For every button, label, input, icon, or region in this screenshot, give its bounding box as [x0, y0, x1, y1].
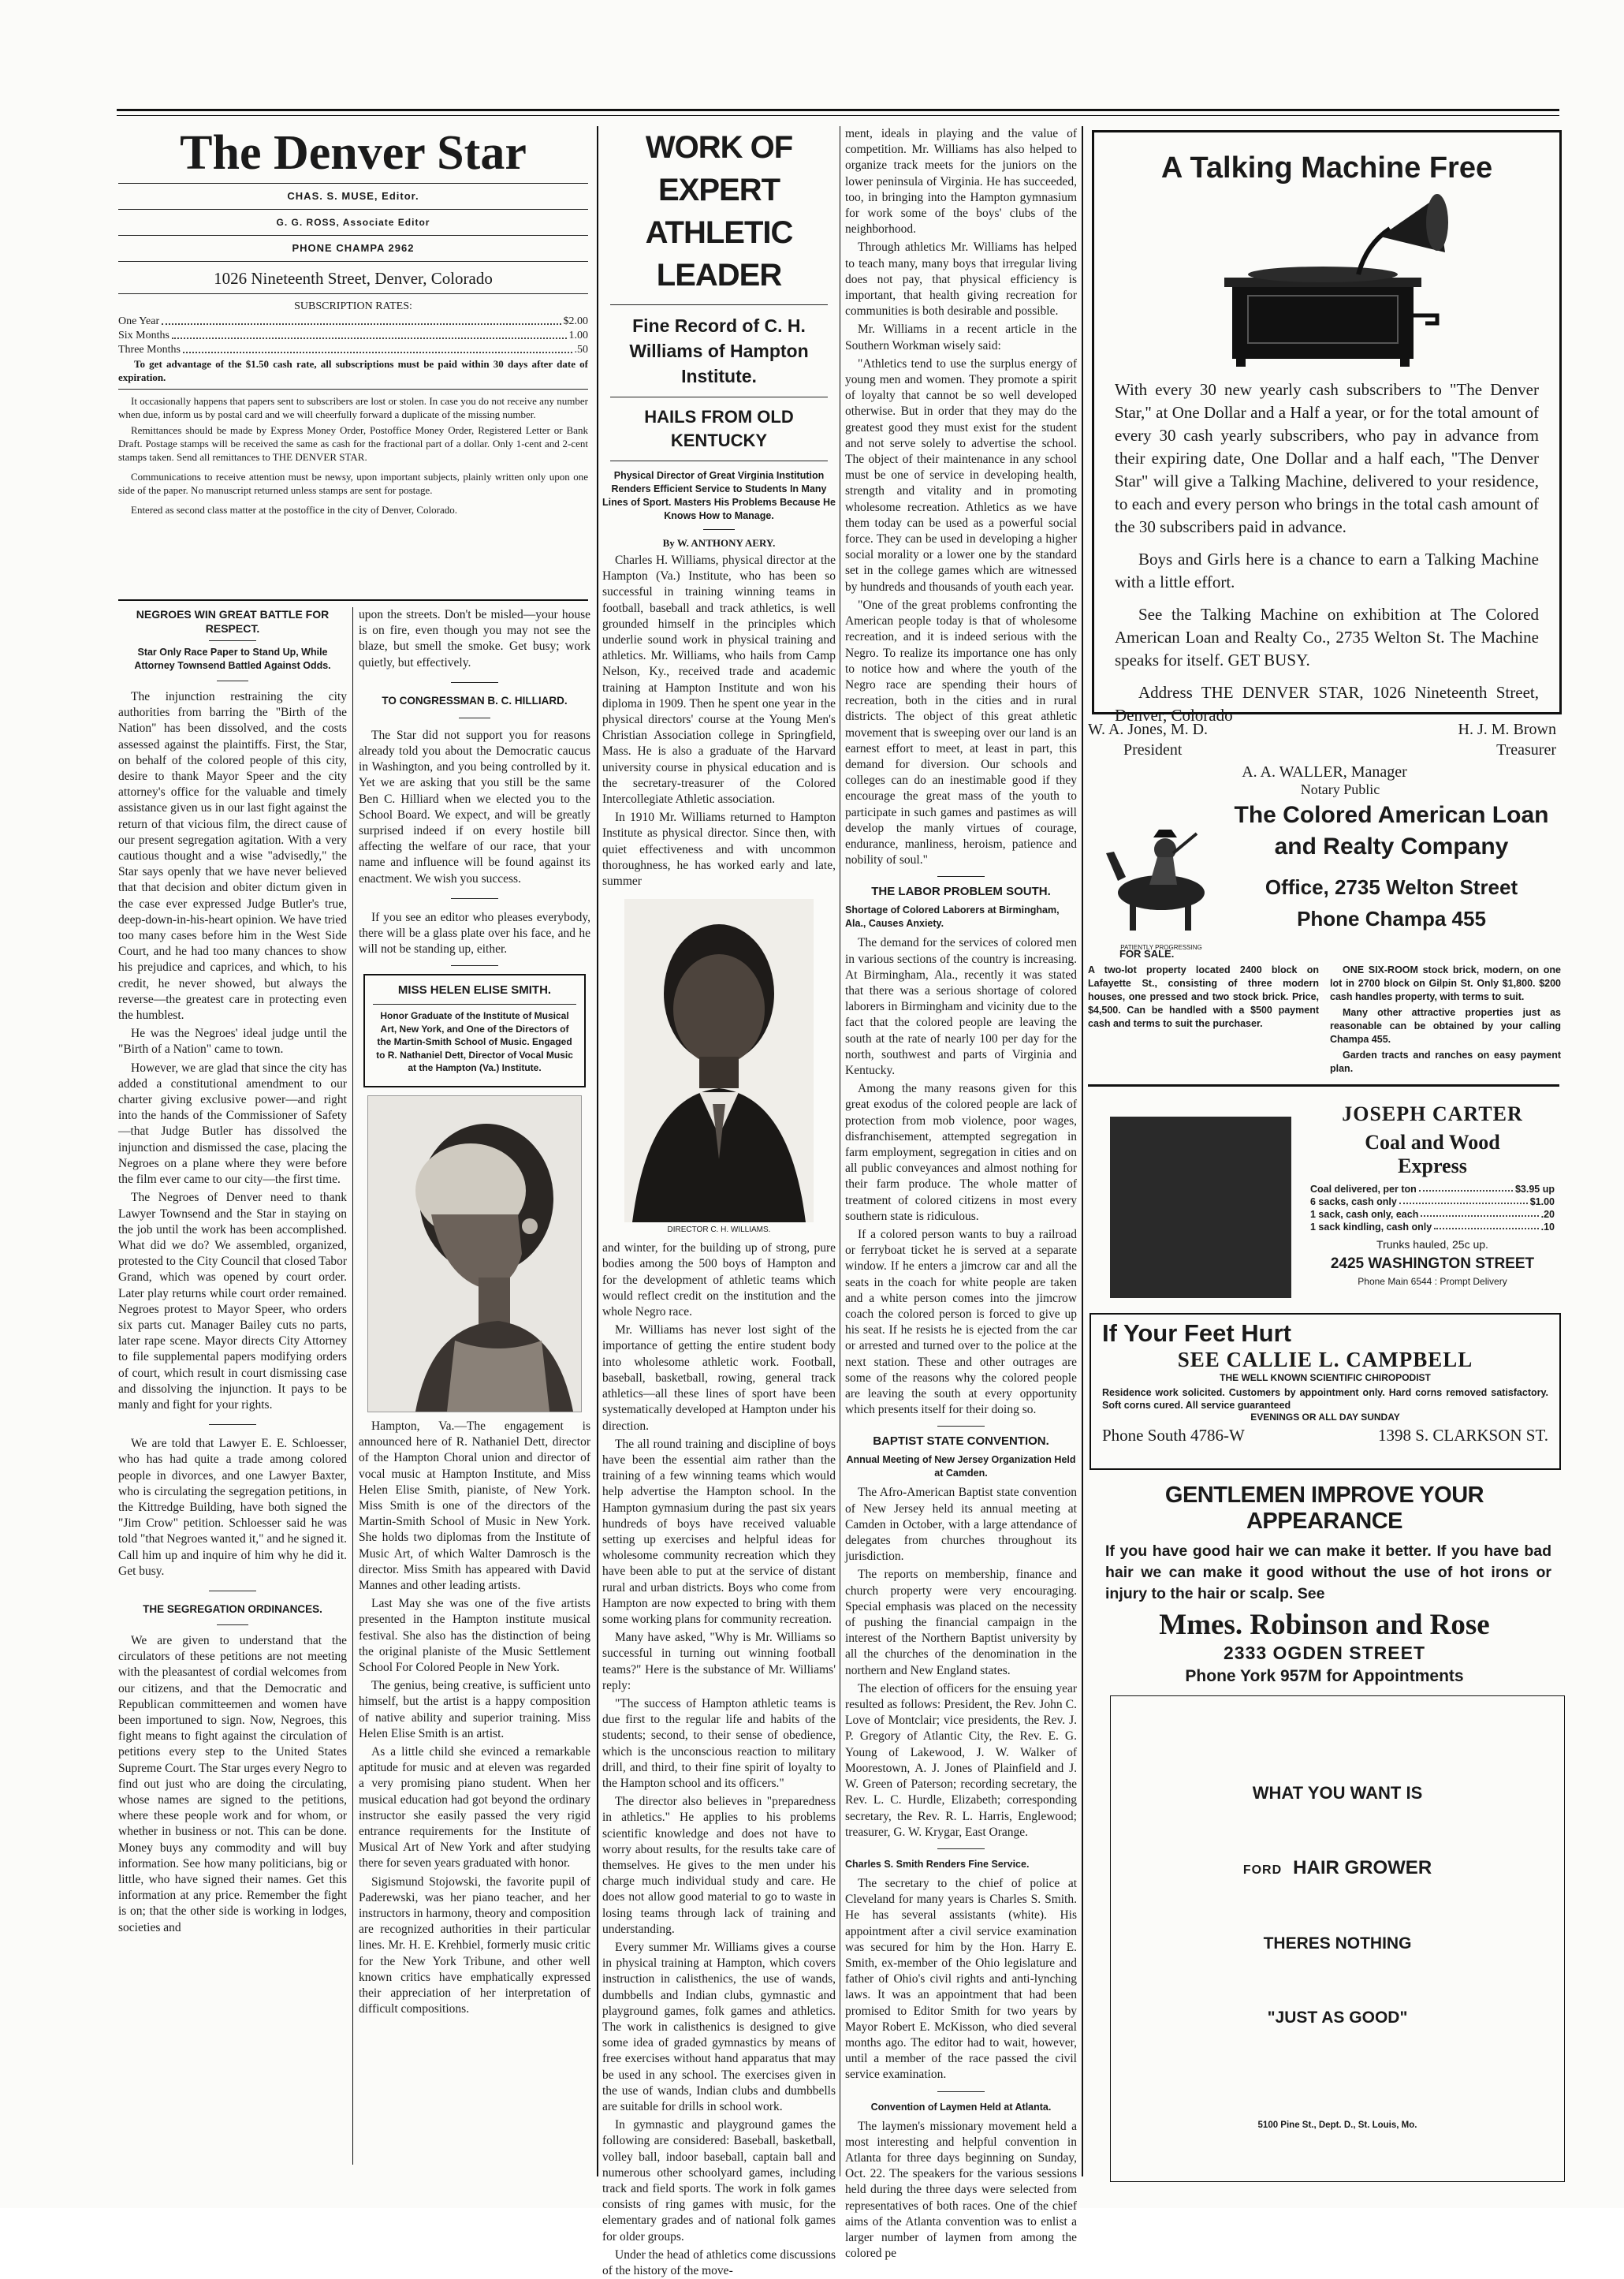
notice-remittances: Remittances should be made by Express Money Order, Postoffice Money Order, Registered Letter or Bank Draft. Postage stamps will be received the same as cash for the fractional part of a dollar. Only 1-cent and 2-cent stamps taken. Send all remittances to THE DENVER STAR. [118, 424, 588, 463]
rate-row: One Year $2.00 [118, 315, 588, 327]
article-subhead: Charles S. Smith Renders Fine Service. [845, 1858, 1030, 1870]
article-headline: WORK OF EXPERT ATHLETIC LEADER [645, 130, 793, 293]
ad-body: See the Talking Machine on exhibition at The Colored American Loan and Realty Co., 2735 Welton St. The Machine speaks for itself. GET BUSY. [1115, 605, 1539, 670]
rates-list [118, 315, 588, 357]
carter-trunks: Trunks hauled, 25c up. [1376, 1238, 1488, 1251]
rates-note: To get advantage of the $1.50 cash rate, all subscriptions must be paid within 30 days after date of expiration. [118, 358, 588, 383]
hair-phone: Phone York 957M for Appointments [1185, 1667, 1464, 1685]
article-paragraph: The injunction restraining the city authorities from barring the "Birth of the Nation" has been dissolved, and the costs assessed against the plaintiffs. First, the Star, on behalf of the colored people of this city, desire to thank Mayor Speer and the city attorney's office for the valuable and timely assistance given us in our last fight against the return of that vicious film, the direct cause of our present segregation agitation. With a very cautious thought and a wise "advisedly," the Star says openly that we have never believed that that decision and obiter dictum given in the case ever expressed Judge Butler's true, deep-down-in-his-heart opinion. We have tried too many cases before him in the West Side Court, and he had too many chances to show his prejudice and caprices, and which, to his credit, he never showed, but always the reverse—the greatest care in protecting even the humblest. [118, 690, 347, 1023]
carter-line2: Express [1398, 1154, 1467, 1177]
chiropodist-phone: Phone South 4786-W [1102, 1426, 1245, 1445]
grower-brand: FORD [1242, 1863, 1283, 1877]
portrait-drawing [368, 1096, 581, 1412]
ad-body: Boys and Girls here is a chance to earn a Talking Machine with a little effort. [1115, 550, 1539, 591]
top-rule-thin [117, 115, 1559, 116]
article-paragraph: If you see an editor who pleases everybody, there will be a glass plate over his face, and he will not be standing up, either. [359, 910, 590, 957]
carter-photo [1110, 1117, 1291, 1298]
hair-salon-name: Mmes. Robinson and Rose [1159, 1609, 1490, 1641]
article-headline: BAPTIST STATE CONVENTION. [873, 1434, 1049, 1449]
price-row: 1 sack kindling, cash only .10 [1310, 1222, 1555, 1233]
for-sale-label: FOR SALE. [1119, 948, 1175, 960]
column-divider [352, 607, 353, 2165]
article-paragraph: In 1910 Mr. Williams returned to Hampton Institute as physical director. Since then, with quiet effectiveness and with uncommon thoroughness, he has worked early and late, summer [602, 811, 836, 889]
article-subhead: Annual Meeting of New Jersey Organization Held at Camden. [846, 1454, 1076, 1479]
article-paragraph: ment, ideals in playing and the value of competition. Mr. Williams has also helped to organize track meets for the juniors on the lower peninsula of Virginia. He has succeeded, too, in bringing into the Hampton gymnasium for work some of the boys' clubs of the neighborhood. [845, 127, 1077, 237]
feet-title: If Your Feet Hurt [1102, 1319, 1291, 1347]
hair-title: GENTLEMEN IMPROVE YOUR APPEARANCE [1164, 1483, 1484, 1534]
article-paragraph: The reports on membership, finance and church property were very encouraging. Special emphasis was placed on the necessity of pushing the financial campaign in the interest of the Northern Baptist university by all the churches of the denomination in the northern and New England states. [845, 1568, 1077, 1677]
treasurer-name: H. J. M. Brown [1458, 721, 1556, 738]
manager-line: A. A. WALLER, Manager [1242, 763, 1407, 781]
mule-rider-illustration [1102, 806, 1220, 951]
feature-headline: MISS HELEN ELISE SMITH. [397, 983, 552, 998]
masthead-bottom-rule [118, 599, 588, 601]
associate-editor-line: G. G. ROSS, Associate Editor [276, 217, 430, 228]
article-paragraph: The Negroes of Denver need to thank Lawyer Townsend and the Star in staying on the job until the work has been accomplished. What did we do? We assembled, organized, protested to the City Council that closed Tabor Grand, which was opened by court order. Later play returns while court order remained. Negroes protest to Mayor Speer, who orders six parts cut. Manager Bailey cuts no parts, later rape scene. Mayor directs City Attorney to file supplemental papers modifying orders of court, which result in court dismissing case and dissolving the injunction. It pays to be manly and fight for your rights. [118, 1191, 347, 1412]
column-3 [602, 126, 836, 2278]
grower-line1: WHAT YOU WANT IS [1252, 1783, 1423, 1803]
article-paragraph: If a colored person wants to buy a railroad or ferryboat ticket he is served at a separate window. If he enters a jimcrow car and all the seats in the coach for white people are taken and a white person comes into the jimcrow coach the colored person is forced to give up his seat. If he resists he is ejected from the car or arrested and turned over to the police at the next station. These and other outrages are some of the reasons why the colored people are leaving the south at every opportunity which presents itself for their doing so. [845, 1228, 1077, 1417]
article-paragraph: The demand for the services of colored men in various sections of the country is increasing. At Birmingham, Ala., recently it was stated that there was a serious shortage of colored laborers in Birmingham and vicinity due to the fact that the colored people are leaving the south at the rate of nearly 100 per day for the north, southwest and parts of Virginia and Kentucky. [845, 936, 1077, 1077]
paper-title: The Denver Star [180, 126, 527, 180]
carter-name: JOSEPH CARTER [1342, 1102, 1523, 1125]
smith-feature-box [363, 974, 586, 1087]
rate-row: Three Months .50 [118, 344, 588, 356]
article-paragraph: "One of the great problems confronting the American people today is that of wholesome recreation, and it is indeed serious with the Negro. To realize its importance one has only to notice how and where the youth of the Negro race are spending their hours of recreation, both in the cities and in rural districts. The object of this great athletic movement that is sweeping over our land is an earnest effort to meet, at least in part, this demand for diversion. Our schools and colleges can do an inestimable good if they encourage the great mass of the youth to participate in such games and pastimes as will develop the manly virtues of courage, endurance, manliness, heroism, patience and nobility of soul." [845, 598, 1077, 867]
chiropodist-tag: THE WELL KNOWN SCIENTIFIC CHIROPODIST [1220, 1372, 1431, 1383]
notary-line: Notary Public [1300, 781, 1380, 797]
article-paragraph: and winter, for the building up of strong, pure bodies among the 500 boys of Hampton and for the development of athletic teams which would reflect credit on the institution and the whole Negro race. [602, 1241, 836, 1319]
notice-entered: Entered as second class matter at the postoffice in the city of Denver, Colorado. [131, 504, 458, 516]
article-headline: THE LABOR PROBLEM SOUTH. [871, 885, 1051, 899]
company-name: The Colored American Loan and Realty Company [1234, 802, 1549, 860]
chiropodist-details: Residence work solicited. Customers by appointment only. Hard corns removed satisfactory. Soft corns cured. All service guaranteed [1102, 1387, 1548, 1411]
article-paragraph: We are given to understand that the circulators of these petitions are not meeting with the pleasantest of cordial welcomes from our citizens, and that the Democratic and Republican committeemen and women have been importuned to sign. Now, Negroes, this fight means to fight against the circulation of petitions every step to the United States Supreme Court. The Star urges every Negro to find out just who are doing the circulating, whose names are signed to the petitions, where these people work and for whom, or whether in business or not. This can be done. Money buys any commodity and will buy information. See how many politicians, big or little, who have signed their names. Get this information at any price. Remember the fight is on; that the other side is working in lodges, societies and [118, 1633, 347, 1934]
article-paragraph: The all round training and discipline of boys have been the essential aim rather than the training of a few winning teams which would help advertise the Hampton school. In the Hampton gymnasium during the past six years hundreds of boys have received valuable setting up exercises and helpful ideas for wholesome community recreation which they have been able to put at the service of distant rural and urban districts. Boys who come from Hampton are now expected to bring with them some working plans for community recreation. [602, 1437, 836, 1626]
address-line: 1026 Nineteenth Street, Denver, Colorado [214, 269, 493, 288]
carter-phone: Phone Main 6544 : Prompt Delivery [1358, 1276, 1507, 1287]
article-paragraph: Many have asked, "Why is Mr. Williams so successful in turning out winning football teams?" Here is the substance of Mr. Williams' reply: [602, 1631, 836, 1692]
ad-joseph-carter [1088, 1096, 1561, 1309]
office-phone: Phone Champa 455 [1297, 907, 1486, 931]
article-paragraph: "The success of Hampton athletic teams is due first to the regular life and habits of the students; second, to their sense of obedience, which is the unconscious reaction to military drill, and third, to their fine spirit of loyalty to the Hampton school and its officers." [602, 1696, 836, 1790]
article-paragraph: The director also believes in "preparedness in athletics." He applies to his problems scientific knowledge and does not have to worry about results, for the results take care of themselves. He gives to the men under his charge much individual study and care. He does not allow good material to go to waste in losing teams through lack of training and understanding. [602, 1795, 836, 1936]
article-paragraph: In gymnastic and playground games the following are considered: Baseball, basketball, volley ball, indoor baseball, captain ball and numerous other schoolyard games, including track and field sports. The work in folk games consists of ring games with music, for the elementary grades and of national folk games for older groups. [602, 2118, 836, 2244]
article-deck: HAILS FROM OLD KENTUCKY [644, 407, 794, 450]
article-headline: TO CONGRESSMAN B. C. HILLIARD. [382, 694, 568, 707]
price-row: 6 sacks, cash only $1.00 [1310, 1196, 1555, 1207]
masthead [118, 125, 588, 598]
article-paragraph: The Afro-American Baptist state convention of New Jersey held its annual meeting at Camden in October, with a large attendance of delegates from churches throughout its jurisdiction. [845, 1486, 1077, 1564]
notice-lost-papers: It occasionally happens that papers sent to subscribers are lost or stolen. In case you do not receive any number when due, inform us by postal card and we will cheerfully forward a duplicate of the missing number. [118, 395, 588, 420]
article-paragraph: Last May she was one of the five artists presented in the Hampton institute musical festival. She also has the distinction of being the original planiste of the Music Settlement School For Colored People in New York. [359, 1597, 590, 1674]
article-paragraph: The election of officers for the ensuing year resulted as follows: President, the Rev. John C. Love of Montclair; vice presidents, the Rev. J. P. Gregory of Atlantic City, the Rev. E. G. Young of Lakewood, J. W. Walker of Moorestown, A. J. Jones of Plainfield and J. W. Green of Paterson; recording secretary, the Rev. L. C. Hurdle, Elizabeth; corresponding secretary, the Rev. R. L. Harris, Englewood; treasurer, G. W. Krygar, East Orange. [845, 1681, 1077, 1839]
president-name: W. A. Jones, M. D. [1088, 721, 1209, 738]
phone-line: PHONE CHAMPA 2962 [292, 242, 415, 254]
photo-caption: DIRECTOR C. H. WILLIAMS. [667, 1225, 771, 1235]
ad-hair-robinson-rose [1089, 1483, 1559, 1685]
article-paragraph: Hampton, Va.—The engagement is announced here of R. Nathaniel Dett, director of the Hampton Choral union and director of vocal music at Hampton Institute, and Miss Helen Elise Smith, pianiste, of New York. Miss Smith is one of the directors of the Martin-Smith School of Music in New York. She holds two diplomas from the Institute of Music Art, of which Walter Damrosch is the director. Miss Smith has appeared with David Mannes and other leading artists. [359, 1419, 590, 1592]
portrait-drawing [624, 899, 814, 1222]
article-subhead: Physical Director of Great Virginia Institution Renders Efficient Service to Students In Many Lines of Sport. Masters His Problems Because He Knows How to Manage. [602, 470, 836, 521]
article-paragraph: We are told that Lawyer E. E. Schloesser, who has had quite a trade among colored people in divorces, and one Lawyer Baxter, who is circulating the segregation petitions, in the Kittredge Building, have both signed the "Jim Crow" petition. Schloesser said he was told "that Negroes wanted it," and he signed it. Call him up and inquire of him why he did it. Get busy. [118, 1437, 347, 1578]
grower-product: HAIR GROWER [1293, 1857, 1432, 1878]
listing-gilpin: ONE SIX-ROOM stock brick, modern, on one lot in 2700 block on Gilpin St. Only $1,800. $200 cash handles property, with terms to suit. [1330, 964, 1561, 1002]
article-paragraph: upon the streets. Don't be misled—your house is on fire, even though you may not see the blaze, but smell the smoke. Get busy; work quietly, but effectively. [359, 608, 590, 670]
article-deck: Fine Record of C. H. Williams of Hampton Institute. [629, 315, 809, 386]
chiropodist-name: SEE CALLIE L. CAMPBELL [1177, 1348, 1473, 1371]
article-paragraph: As a little child she evinced a remarkable aptitude for music and at eleven was regarded a very promising piano student. When her musical education had got beyond the ordinary instructor she easily passed the very rigid entrance requirements for the Institute of Musical Art of New York and after studying there for seven years graduated with honor. [359, 1745, 590, 1871]
article-subhead: Star Only Race Paper to Stand Up, While Attorney Townsend Battled Against Odds. [134, 647, 331, 671]
article-headline: NEGROES WIN GREAT BATTLE FOR RESPECT. [136, 608, 330, 635]
carter-line1: Coal and Wood [1365, 1131, 1500, 1154]
byline: By W. ANTHONY AERY. [662, 537, 776, 549]
portrait-helen-smith [367, 1095, 582, 1412]
office-address: Office, 2735 Welton Street [1265, 875, 1518, 899]
ad-separator [1088, 1084, 1559, 1087]
motto: PATIENTLY PROGRESSING [1120, 944, 1202, 951]
rate-row: Six Months 1.00 [118, 330, 588, 341]
ad-body: With every 30 new yearly cash subscribers to "The Denver Star," at One Dollar and a Half a year, or for the total amount of every 30 cash yearly subscribers, who pay in advance from their expiring date, One Dollar and a half each, "The Denver Star" will give a Talking Machine, delivered to your residence, to each and every person who brings in the total cash amount of the 30 subscribers paid in advance. [1115, 380, 1539, 536]
listing-lafayette: A two-lot property located 2400 block on Lafayette St., consisting of three modern houses, one pressed and two stock brick. Price, $4,500. Can be handled with a $500 payment cash and terms to suit the purchaser. [1088, 964, 1319, 1029]
president-title: President [1123, 741, 1183, 759]
ad-chiropodist [1089, 1313, 1561, 1470]
article-paragraph: Mr. Williams in a recent article in the Southern Workman wisely said: [845, 323, 1077, 352]
article-paragraph: He was the Negroes' ideal judge until the "Birth of a Nation" came to town. [118, 1027, 347, 1057]
article-paragraph: The Star did not support you for reasons already told you about the Democratic caucus in Washington, and you being controlled by it. Yet we are asking that you still be the same Ben C. Hilliard when we elected you to the School Board. We expect, and will be greatly surprised indeed if on every hostile bill affecting the welfare of our race, that your name and influence will be found against its enactment. We wish you success. [359, 728, 590, 886]
article-paragraph: Mr. Williams has never lost sight of the importance of getting the entire student body into wholesome athletic work. Football, baseball, basketball, rowing, general track athletics—all these lines of sport have been systematically developed at Hampton under his direction. [602, 1323, 836, 1433]
article-paragraph: Sigismund Stojowski, the favorite pupil of Paderewski, was her piano teacher, and her instructors in harmony, theory and composition are recognized authorities in their particular lines. Mr. H. E. Krehbiel, formerly music critic for the New York Tribune, and other well known critics have emphatically expressed their appreciation of her interpretation of difficult compositions. [359, 1874, 590, 2016]
article-subhead: Shortage of Colored Laborers at Birmingham, Ala., Causes Anxiety. [845, 905, 1060, 930]
editor-line: CHAS. S. MUSE, Editor. [287, 190, 419, 202]
article-paragraph: "Athletics tend to use the surplus energy of young men and women. They promote a spirit of loyalty that cannot be so well developed otherwise. But in order that they may do the greatest good they must exist for the student and not serve solely to advertise the school. The object of their maintenance in any school must be one of service in developing health, strength and vitality and in promoting wholesome recreation. Athletics as we have them today can be used as a powerful social force. They can be used in developing a higher social morality or a lower one by the standard set in the college games which are witnessed by hundreds and thousands of youth each year. [845, 356, 1077, 594]
grower-address: 5100 Pine St., Dept. D., St. Louis, Mo. [1257, 2120, 1417, 2130]
grower-line3: "JUST AS GOOD" [1267, 2009, 1408, 2027]
column-1 [118, 607, 347, 2176]
mule-rider-icon [1102, 806, 1220, 940]
ad-talking-machine [1092, 130, 1562, 725]
grower-line2: THERES NOTHING [1263, 1934, 1412, 1953]
column-divider [597, 126, 598, 2176]
article-paragraph: The secretary to the chief of police at Cleveland for many years is Charles S. Smith. He has several assistants (white). His appointment after a civil service examination was secured for him by the Hon. Harry E. Smith, ex-member of the Ohio legislature and father of Ohio's civil rights and anti-lynching laws. It was an appointment that had been promised to Editor Smith for two years by Mayor Robert E. McKisson, who died several months ago. The editor had to wait, however, until a member of the race passed the civil service examination. [845, 1876, 1077, 2082]
carter-prices [1310, 1183, 1555, 1233]
ad-hair-grower [1110, 1695, 1565, 2182]
carter-address: 2425 WASHINGTON STREET [1330, 1255, 1535, 1272]
phonograph-illustration [1201, 197, 1453, 371]
article-headline: THE SEGREGATION ORDINANCES. [143, 1602, 322, 1615]
article-paragraph: The laymen's missionary movement held a most interesting and helpful convention in Atlanta for three days beginning on Sunday, Oct. 22. The speakers for the various sessions held during the three days were selected from representatives of both races. One of the chief aims of the Atlanta convention was to enlist a larger number of laymen from among the colored pe [845, 2119, 1077, 2261]
chiropodist-address: 1398 S. CLARKSON ST. [1377, 1426, 1548, 1445]
article-paragraph: Every summer Mr. Williams gives a course in physical training at Hampton, which covers instruction in calisthenics, the use of wands, dumbbells and Indian clubs, gymnastic and playground games, folk games and athletics. The work in calisthenics is designed to give some idea of graded gymnastics by means of free exercises without hand apparatus that may be used in any school. The exercises given in the use of wands, Indian clubs and dumbbells are suitable for drills in school work. [602, 1941, 836, 2114]
chiropodist-hours: EVENINGS OR ALL DAY SUNDAY [1250, 1412, 1400, 1423]
column-4 [845, 126, 1077, 2261]
article-paragraph: However, we are glad that since the city has added a constitutional amendment to our charter giving exclusive power—and right into the hands of the Commissioner of Safety—that Judge Butler has dissolved the injunction and dismissed the case, placing the Negroes on a plane where they were before the film ever came to our city—the first time. [118, 1061, 347, 1187]
hair-address: 2333 OGDEN STREET [1223, 1643, 1426, 1663]
article-paragraph: Under the head of athletics come discussions of the history of the move- [602, 2247, 836, 2278]
price-row: Coal delivered, per ton $3.95 up [1310, 1184, 1555, 1195]
column-divider [1082, 126, 1083, 2176]
notice-communications: Communications to receive attention must be newsy, upon important subjects, plainly written only upon one side of the paper. No manuscript returned unless stamps are sent for postage. [118, 471, 588, 496]
article-paragraph: Among the many reasons given for this great exodus of the colored people are lack of protection from mob violence, poor wages, disfranchisement, attempted segregation in farm employment, segregation in cities and on all public conveyances and almost nothing for their farm produce. The whole matter of treatment of colored citizens in most every southern state is ridiculous. [845, 1082, 1077, 1223]
price-row: 1 sack, cash only, each .20 [1310, 1209, 1555, 1220]
article-paragraph: Through athletics Mr. Williams has helped to teach many, many boys that irregular living does not pay, that physical efficiency is important, that health giving recreation for communities is both desirable and possible. [845, 241, 1077, 319]
treasurer-title: Treasurer [1496, 741, 1556, 759]
ad-title: A Talking Machine Free [1160, 151, 1493, 185]
phonograph-icon [1201, 197, 1453, 371]
listing-other: Many other attractive properties just as reasonable can be obtained by your calling Champa 455. [1330, 1007, 1561, 1045]
ad-loan-realty [1088, 719, 1561, 1074]
feature-subhead: Honor Graduate of the Institute of Musical Art, New York, and One of the Directors of the Martin-Smith School of Music. Engaged to R. Nathaniel Dett, Director of Vocal Music at the Hampton (Va.) Institute. [376, 1010, 573, 1074]
portrait-williams [624, 899, 814, 1222]
article-paragraph: The genius, being creative, is sufficient unto himself, but the artist is a happy composition of native ability and superior training. Miss Helen Elise Smith is an artist. [359, 1679, 590, 1740]
article-paragraph: Charles H. Williams, physical director at the Hampton (Va.) Institute, who has been so successful in training winning teams in football, baseball and track athletics, is well grounded himself in the principles which underlie sound work in physical training and athletics. Mr. Williams, who hails from Camp Nelson, Ky., received trade and academic training at Hampton Institute and won his diploma in 1909. Then he spent one year in the physical directors' course at the Young Men's Christian Association college in Springfield, Mass. He is also a graduate of the Harvard university course in physical education and is the secretary-treasurer of the Colored Intercollegiate Athletic association. [602, 554, 836, 807]
ad-address: Address THE DENVER STAR, 1026 Nineteenth Street, Denver, Colorado [1115, 683, 1539, 725]
column-2 [359, 607, 590, 2176]
listing-garden: Garden tracts and ranches on easy payment plan. [1330, 1050, 1561, 1074]
rates-heading: SUBSCRIPTION RATES: [294, 300, 412, 312]
hair-body: If you have good hair we can make it better. If you have bad hair we can make it good without the use of hot irons or injury to the hair or scalp. See [1105, 1542, 1551, 1602]
top-rule [117, 109, 1559, 111]
article-subhead: Convention of Laymen Held at Atlanta. [870, 2101, 1052, 2113]
